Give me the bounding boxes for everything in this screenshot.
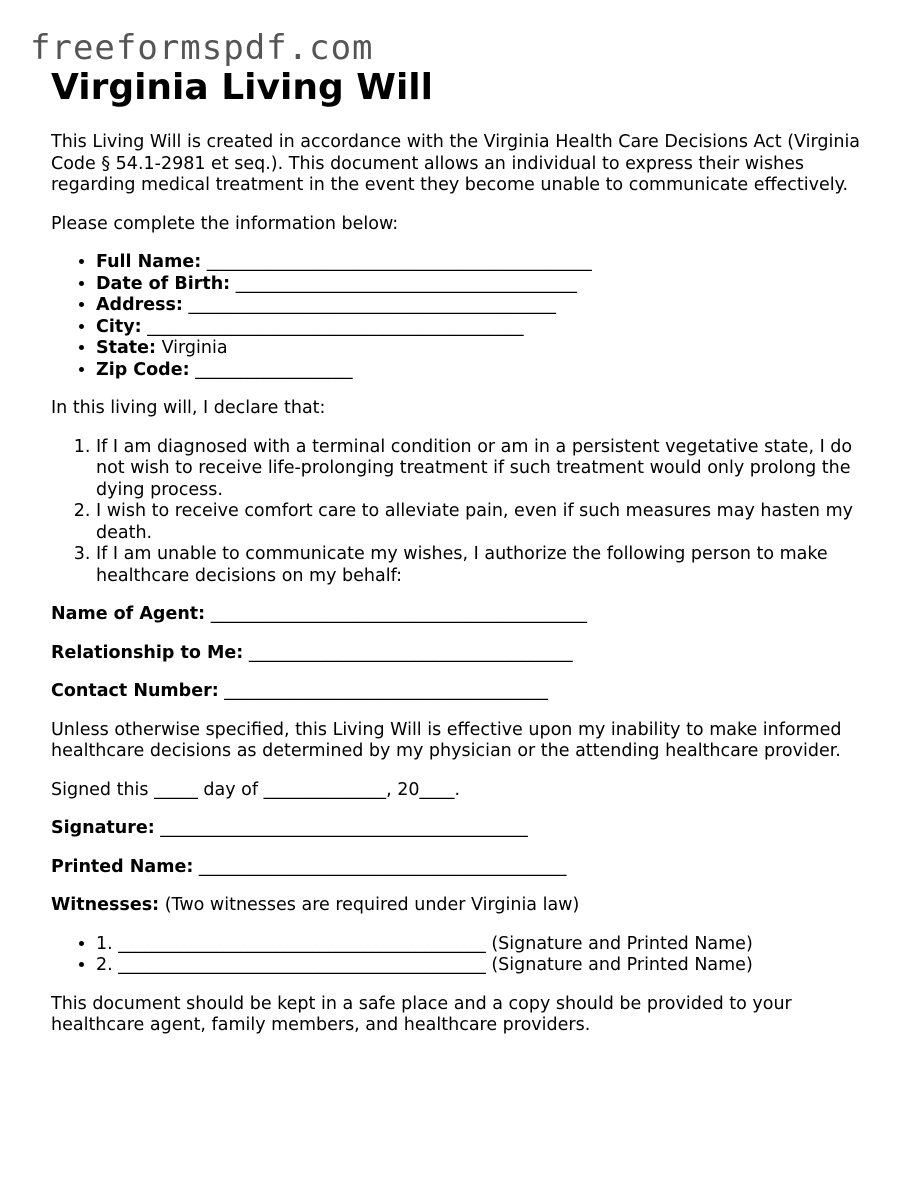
intro-paragraph: This Living Will is created in accordance with the Virginia Health Care Decisions Act (Virginia Code § 54.1-2981 et seq.). This document allows an individual to express their wishes regarding medical treatment in the event they become unable to communicate effectively. bbox=[51, 132, 861, 195]
agent-relationship-field[interactable] bbox=[51, 643, 881, 665]
witnesses-note: (Two witnesses are required under Virginia law) bbox=[164, 895, 580, 915]
field-value: __________________________________________ bbox=[188, 295, 557, 315]
witness-line-2[interactable]: • 2. __________________________________________ (Signature and Printed Name) bbox=[96, 955, 881, 977]
witness-line-1[interactable]: • 1. __________________________________________ (Signature and Printed Name) bbox=[96, 934, 881, 956]
field-label: Relationship to Me: bbox=[51, 642, 244, 663]
field-value: __________________ bbox=[195, 359, 353, 380]
field-label: Contact Number: bbox=[51, 681, 219, 701]
agent-name-field[interactable] bbox=[51, 604, 881, 626]
field-label: Name of Agent: bbox=[51, 604, 206, 624]
field-value: ___________________________________________ bbox=[147, 316, 524, 337]
agent-contact-field[interactable] bbox=[51, 681, 881, 703]
state-field bbox=[96, 338, 881, 360]
printed-name-field[interactable] bbox=[51, 857, 881, 879]
field-value: _______________________________________ bbox=[235, 273, 578, 294]
field-label: State: bbox=[96, 338, 157, 358]
field-value: ___________________________________________ bbox=[210, 604, 587, 624]
field-value: __________________________________________ bbox=[198, 856, 567, 877]
date-of-birth-field[interactable] bbox=[96, 274, 881, 296]
field-value: Virginia bbox=[161, 338, 228, 358]
declaration-item: 1. If I am diagnosed with a terminal condition or am in a persistent vegetative state, I do not wish to receive life-prolonging treatment if such treatment would only prolong the dying process. bbox=[96, 437, 881, 502]
witnesses-label: Witnesses: bbox=[51, 895, 160, 915]
field-label: City: bbox=[96, 316, 142, 337]
witnesses-heading bbox=[51, 895, 881, 917]
field-value: _____________________________________ bbox=[224, 681, 549, 701]
field-value: _____________________________________ bbox=[248, 642, 573, 663]
field-label: Date of Birth: bbox=[96, 273, 231, 294]
document-page bbox=[51, 66, 881, 1037]
effective-paragraph: Unless otherwise specified, this Living Will is effective upon my inability to make informed healthcare decisions as determined by my physician or the attending healthcare provider. bbox=[51, 719, 842, 761]
field-label: Signature: bbox=[51, 818, 155, 838]
info-field-list bbox=[51, 252, 881, 381]
complete-prompt: Please complete the information below: bbox=[51, 213, 399, 234]
field-label: Zip Code: bbox=[96, 359, 190, 380]
city-field[interactable] bbox=[96, 317, 881, 339]
field-label: Address: bbox=[96, 295, 183, 315]
watermark: freeformspdf.com bbox=[30, 28, 374, 68]
declaration-item: 3. If I am unable to communicate my wishes, I authorize the following person to make healthcare decisions on my behalf: bbox=[96, 544, 881, 587]
document-title: Virginia Living Will bbox=[51, 67, 433, 108]
field-value: ____________________________________________ bbox=[206, 252, 592, 272]
declaration-list bbox=[51, 437, 881, 588]
signature-field[interactable] bbox=[51, 818, 881, 840]
zip-code-field[interactable] bbox=[96, 360, 881, 382]
address-field[interactable] bbox=[96, 295, 881, 317]
declaration-item: 2. I wish to receive comfort care to alleviate pain, even if such measures may hasten my death. bbox=[96, 501, 881, 544]
field-label: Full Name: bbox=[96, 252, 202, 272]
field-value: __________________________________________ bbox=[160, 818, 528, 838]
closing-paragraph: This document should be kept in a safe place and a copy should be provided to your healthcare agent, family members, and healthcare providers. bbox=[51, 993, 792, 1035]
field-label: Printed Name: bbox=[51, 856, 194, 877]
declare-intro: In this living will, I declare that: bbox=[51, 398, 326, 418]
witness-list bbox=[51, 934, 881, 977]
full-name-field[interactable] bbox=[96, 252, 881, 274]
signed-date-line[interactable]: Signed this _____ day of ______________, 20____. bbox=[51, 779, 461, 800]
